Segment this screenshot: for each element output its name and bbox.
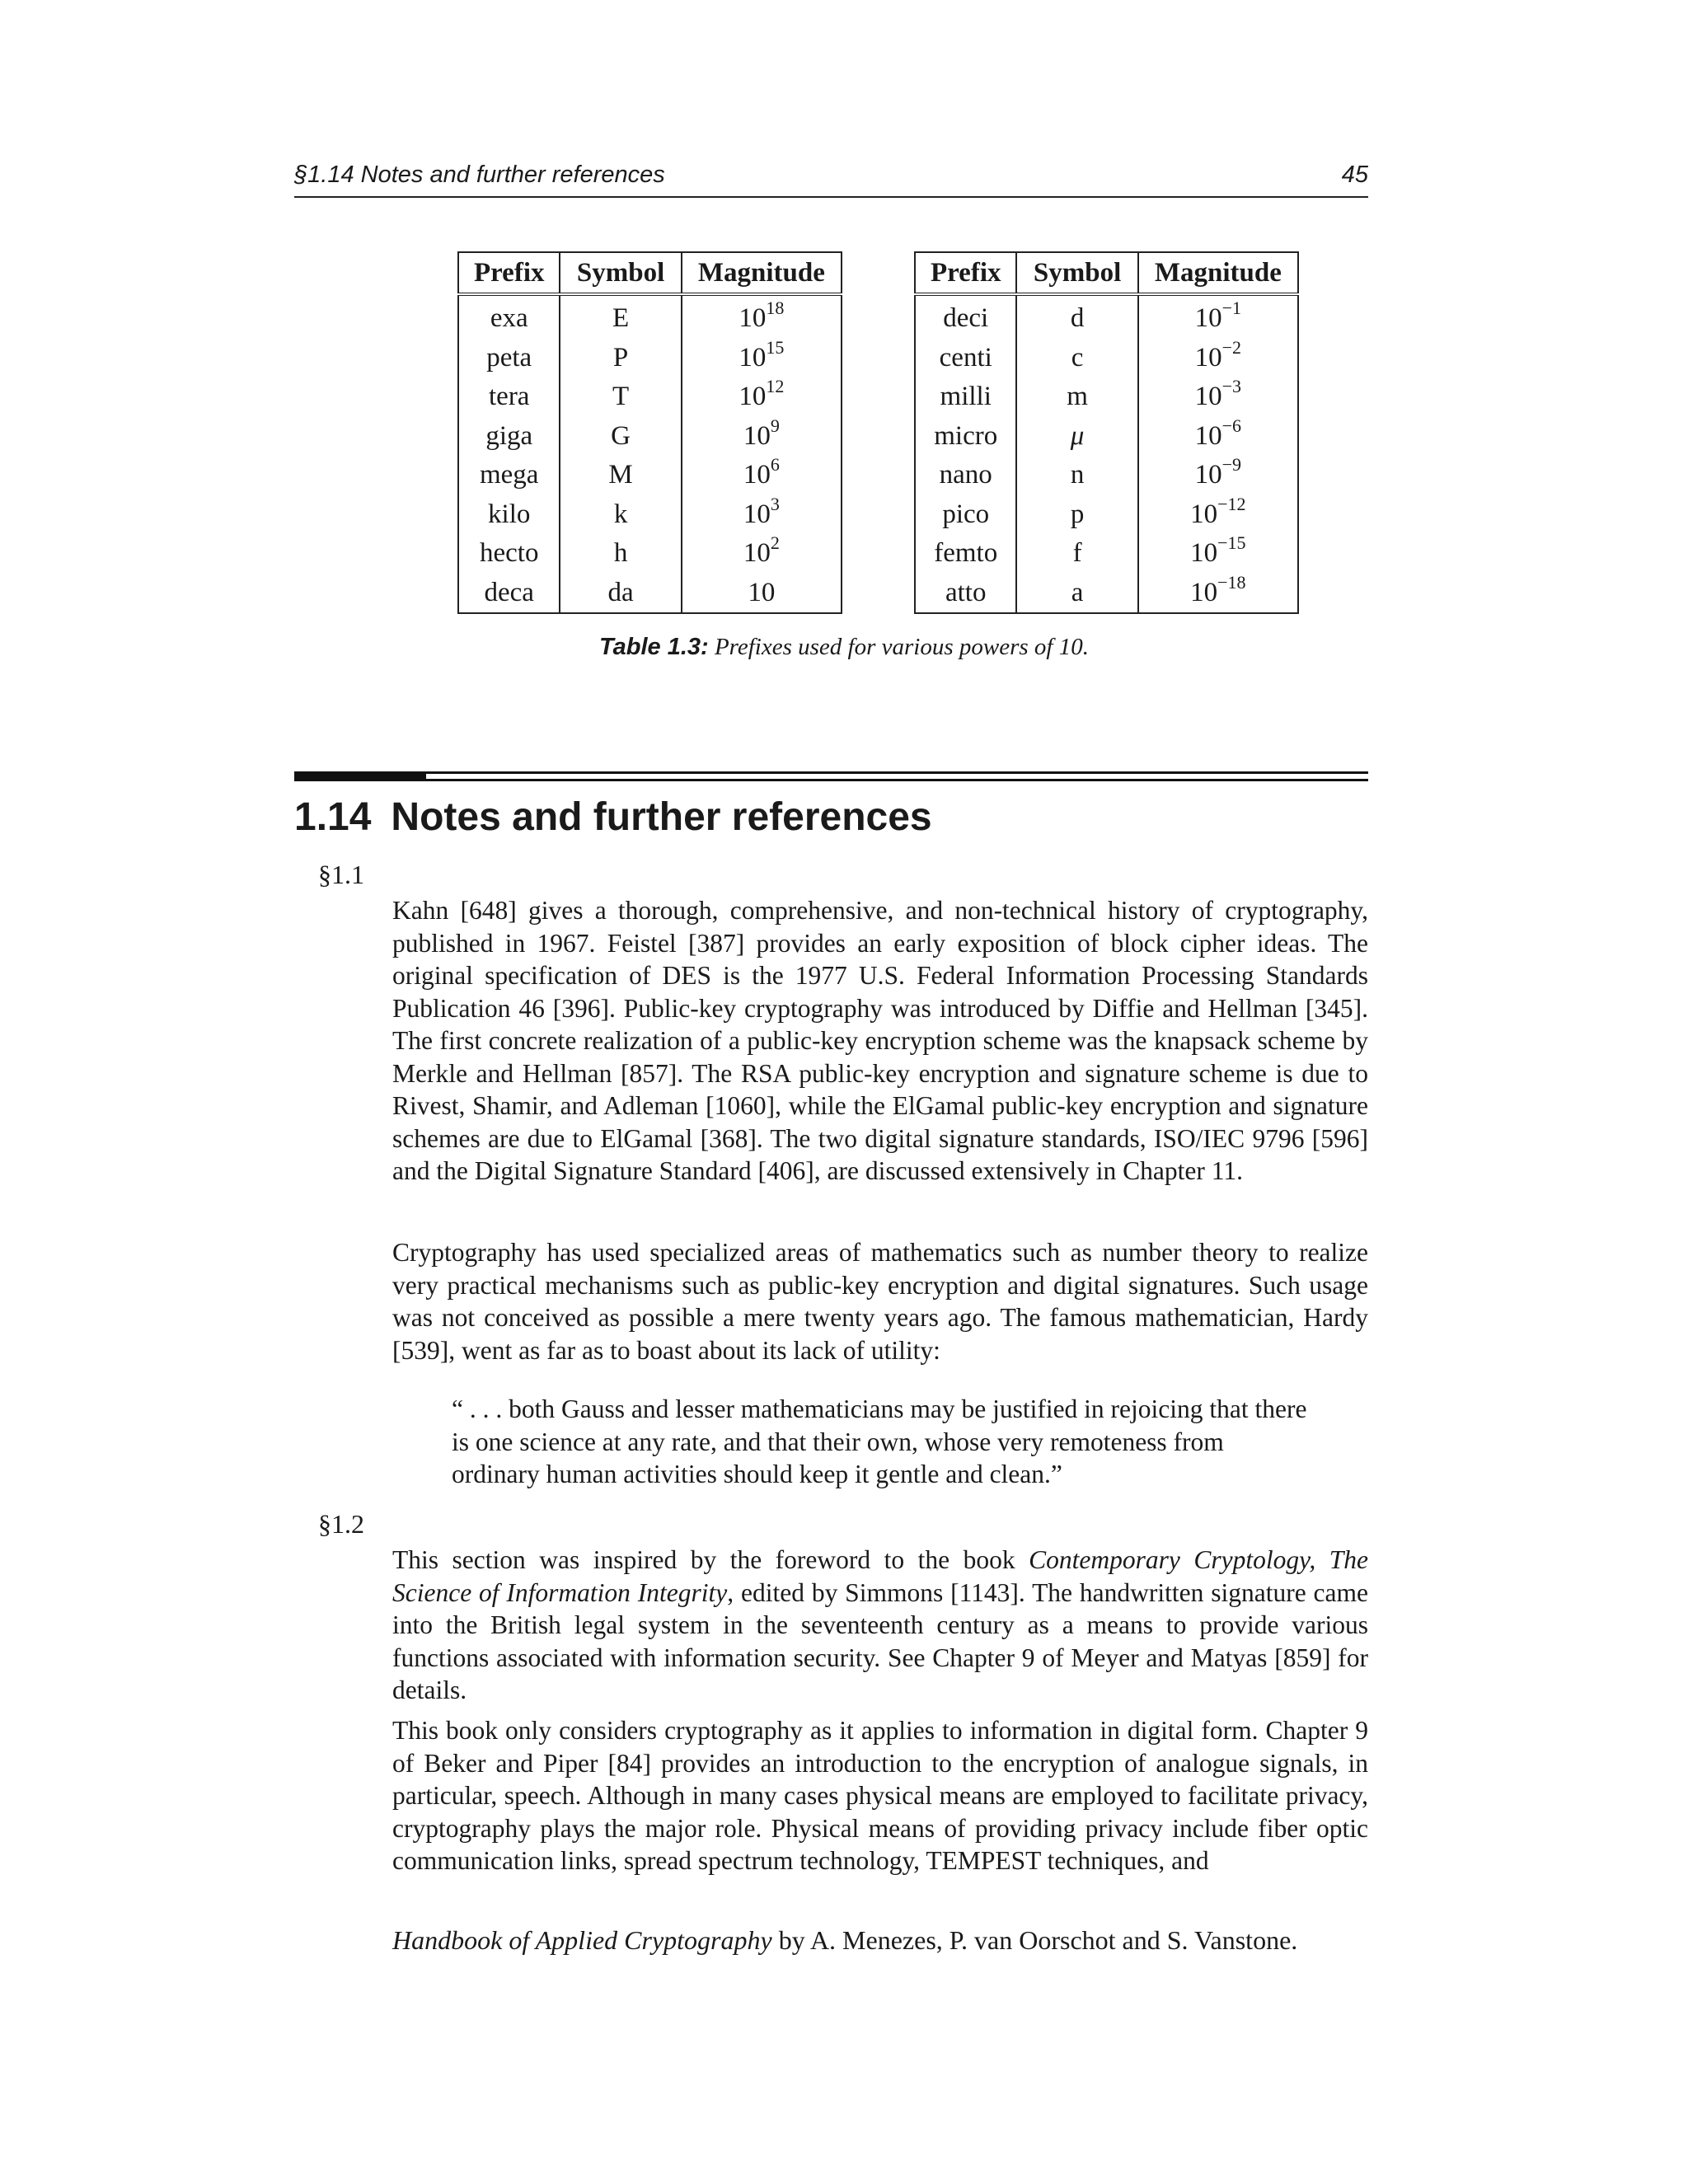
prefix-cell: milli	[940, 382, 992, 412]
magnitude-base: 10	[1194, 342, 1222, 373]
symbol-cell: a	[1016, 574, 1137, 614]
prefix-table-small	[914, 251, 1299, 614]
symbol-cell: μ	[1016, 417, 1137, 457]
magnitude-cell	[682, 534, 842, 574]
p3-book-title: Contemporary Cryptology, The Science of Information Integrity	[392, 1545, 1368, 1607]
magnitude-cell	[682, 377, 842, 417]
running-head	[294, 160, 1368, 198]
prefix-cell: kilo	[488, 499, 531, 529]
magnitude-exponent: 6	[770, 454, 780, 476]
table-row	[915, 417, 1298, 457]
prefix-cell: femto	[934, 538, 998, 569]
magnitude-exponent: −15	[1217, 532, 1246, 554]
table-row	[458, 294, 842, 339]
p3-text-after: , edited by Simmons [1143]. The handwritten signature came into the British legal system in the seventeenth century as a means to provide various functions associated with information security. See Chapter 9 of Meyer and Matyas [859] for details.	[392, 1577, 1368, 1704]
prefix-cell: deca	[484, 577, 534, 607]
table-row	[915, 294, 1298, 339]
magnitude-exponent: 2	[770, 532, 780, 554]
section-number: 1.14	[294, 795, 372, 839]
magnitude-cell	[1138, 294, 1298, 339]
magnitude-exponent: 18	[766, 298, 785, 319]
table-row	[458, 495, 842, 535]
table-row	[915, 495, 1298, 535]
prefix-table-large	[457, 251, 842, 614]
magnitude-exponent: 3	[770, 493, 780, 514]
magnitude-cell	[1138, 417, 1298, 457]
symbol-cell: n	[1016, 456, 1137, 495]
column-header-prefix: Prefix	[458, 252, 560, 294]
prefix-cell: hecto	[479, 538, 539, 569]
prefix-cell: giga	[485, 420, 533, 451]
paragraph-mathematics: Cryptography has used specialized areas of mathematics such as number theory to realize very practical mechanisms such as public-key encryption and digital signatures. Such usage was not conceived as possible a mere twenty years ago. The famous mathematician, Hardy [539], went as far as to boast about its lack of utility:	[392, 1238, 1368, 1365]
column-header-symbol: Symbol	[1016, 252, 1137, 294]
magnitude-cell	[1138, 377, 1298, 417]
footer-authors: by A. Menezes, P. van Oorschot and S. Vanstone.	[771, 1925, 1298, 1955]
magnitude-base: 10	[738, 342, 767, 373]
table-row	[458, 456, 842, 495]
magnitude-base: 10	[1194, 382, 1222, 412]
paragraph-history: Kahn [648] gives a thorough, comprehensive, and non-technical history of cryptography, published in 1967. Feistel [387] provides an early exposition of block cipher ideas. The original specification of DES is the 1977 U.S. Federal Information Processing Standards Publication 46 [396]. Public-key cryptography was introduced by Diffie and Hellman [345]. The first concrete realization of a public-key encryption scheme was the knapsack scheme by Merkle and Hellman [857]. The RSA public-key encryption and signature scheme is due to Rivest, Shamir, and Adleman [1060], while the ElGamal public-key encryption and signature schemes are due to ElGamal [368]. The two digital signature standards, ISO/IEC 9796 [596] and the Digital Signature Standard [406], are discussed extensively in Chapter 11.	[392, 896, 1368, 1185]
prefix-cell: mega	[479, 460, 539, 490]
magnitude-exponent: 9	[770, 415, 780, 436]
magnitude-exponent: −3	[1221, 376, 1242, 397]
symbol-cell: d	[1016, 294, 1137, 339]
table-row	[458, 377, 842, 417]
magnitude-cell	[682, 456, 842, 495]
magnitude-base: 10	[743, 499, 771, 529]
column-header-symbol: Symbol	[560, 252, 681, 294]
ref-label-1-2: §1.2	[318, 1509, 364, 1539]
table-row	[915, 339, 1298, 378]
p3-text-before: This section was inspired by the foreword to the book	[392, 1545, 1029, 1574]
symbol-cell: E	[560, 294, 681, 339]
table-header-row	[915, 252, 1298, 294]
prefix-cell: deci	[943, 303, 989, 334]
symbol-cell: m	[1016, 377, 1137, 417]
magnitude-cell	[682, 417, 842, 457]
column-header-magnitude: Magnitude	[682, 252, 842, 294]
symbol-cell: da	[560, 574, 681, 614]
magnitude-cell	[1138, 336, 1298, 378]
table-row	[458, 534, 842, 574]
page-footer	[392, 1925, 1297, 1956]
table-row	[915, 377, 1298, 417]
symbol-cell: h	[560, 534, 681, 574]
section-title-text: Notes and further references	[391, 795, 932, 839]
magnitude-base: 10	[1194, 460, 1222, 490]
prefix-cell: tera	[489, 382, 530, 412]
prefix-cell: exa	[490, 303, 528, 334]
symbol-cell: c	[1016, 339, 1137, 378]
symbol-cell: P	[560, 339, 681, 378]
magnitude-exponent: 15	[766, 336, 785, 358]
magnitude-exponent: −18	[1217, 571, 1246, 593]
table-row	[915, 534, 1298, 574]
magnitude-exponent: −9	[1221, 454, 1242, 476]
ref-label-1-1: §1.1	[318, 860, 364, 889]
table-caption	[0, 634, 1688, 661]
symbol-cell: f	[1016, 534, 1137, 574]
table-row	[915, 456, 1298, 495]
symbol-cell: p	[1016, 495, 1137, 535]
running-head-section: §1.14 Notes and further references	[294, 162, 665, 188]
magnitude-cell	[682, 336, 842, 378]
prefix-cell: centi	[939, 342, 992, 373]
magnitude-base: 10	[1190, 577, 1218, 607]
prefix-cell: micro	[934, 420, 998, 451]
magnitude-exponent: 12	[766, 376, 785, 397]
caption-text: Prefixes used for various powers of 10.	[708, 634, 1089, 660]
footer-book-title: Handbook of Applied Cryptography	[392, 1925, 772, 1955]
magnitude-base: 10	[1190, 538, 1218, 569]
magnitude-cell	[682, 294, 842, 339]
magnitude-exponent: −1	[1221, 298, 1242, 319]
table-row	[458, 417, 842, 457]
hardy-quote: “ . . . both Gauss and lesser mathematicians may be justified in rejoicing that there is one science at any rate, and that their own, whose very remoteness from ordinary human activities should keep it gentle and clean.”	[452, 1394, 1307, 1488]
table-row	[458, 574, 842, 614]
caption-label: Table 1.3:	[599, 634, 709, 660]
magnitude-base: 10	[743, 460, 771, 490]
magnitude-base: 10	[743, 420, 771, 451]
magnitude-exponent: −12	[1217, 493, 1246, 514]
magnitude-cell	[682, 574, 842, 614]
magnitude-base: 10	[1194, 420, 1222, 451]
table-header-row	[458, 252, 842, 294]
prefix-cell: nano	[939, 460, 992, 490]
magnitude-cell	[682, 495, 842, 535]
column-header-magnitude: Magnitude	[1138, 252, 1298, 294]
magnitude-base: 10	[738, 382, 767, 412]
section-rule-lower	[426, 779, 1368, 781]
magnitude-exponent: −2	[1221, 336, 1242, 358]
paragraph-digital-form: This book only considers cryptography as it applies to information in digital form. Chapter 9 of Beker and Piper [84] provides an introduction to the encryption of analogue signals, in particular, speech. Although in many cases physical means are employed to facilitate privacy, cryptography plays the major role. Physical means of providing privacy include fiber optic communication links, spread spectrum technology, TEMPEST techniques, and	[392, 1716, 1368, 1875]
magnitude-cell	[1138, 456, 1298, 495]
section-heading	[294, 794, 932, 840]
magnitude-base: 10	[748, 577, 776, 607]
table-row	[915, 574, 1298, 614]
symbol-cell: G	[560, 417, 681, 457]
prefix-cell: pico	[942, 499, 990, 529]
magnitude-cell	[1138, 534, 1298, 574]
section-rule	[294, 771, 1368, 774]
section-rule-accent	[294, 771, 426, 781]
symbol-cell: T	[560, 377, 681, 417]
column-header-prefix: Prefix	[915, 252, 1016, 294]
magnitude-base: 10	[743, 538, 771, 569]
magnitude-base: 10	[1190, 499, 1218, 529]
magnitude-exponent: −6	[1221, 415, 1242, 436]
page-number: 45	[1341, 162, 1368, 188]
prefix-cell: peta	[486, 342, 532, 373]
symbol-cell: M	[560, 456, 681, 495]
table-row	[458, 339, 842, 378]
magnitude-base: 10	[738, 303, 767, 334]
magnitude-base: 10	[1194, 303, 1222, 334]
magnitude-cell	[1138, 495, 1298, 535]
prefix-cell: atto	[945, 577, 987, 607]
paragraph-foreword	[392, 1544, 1368, 1707]
magnitude-cell	[1138, 571, 1298, 614]
symbol-cell: k	[560, 495, 681, 535]
